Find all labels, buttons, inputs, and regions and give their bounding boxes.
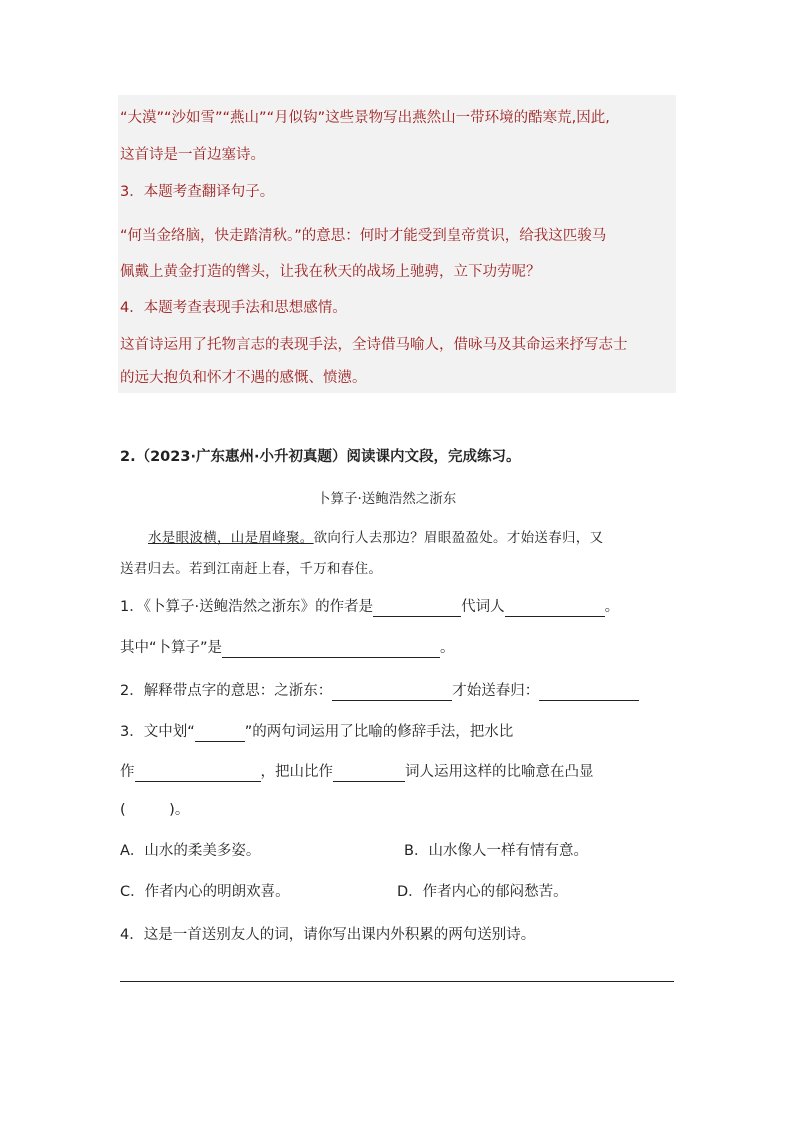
question-2-3-continued bbox=[120, 762, 594, 782]
q1b-end: 。 bbox=[440, 640, 455, 656]
q3b-end: 词人运用这样的比喻意在凸显 bbox=[405, 764, 594, 780]
question-2-1 bbox=[120, 597, 619, 617]
shi-meaning-answer-blank[interactable] bbox=[539, 684, 639, 701]
answer-paragraph-1-line-2: 这首诗是一首边塞诗。 bbox=[120, 147, 265, 163]
question-2-heading: 2.（2023·广东惠州·小升初真题）阅读课内文段，完成练习。 bbox=[120, 449, 521, 465]
q2-mid: 才始送春归： bbox=[452, 683, 540, 699]
answer-item-4-heading: 4．本题考查表现手法和思想感情。 bbox=[120, 300, 347, 316]
option-c[interactable]: C．作者内心的明朗欢喜。 bbox=[120, 884, 290, 900]
q1-prefix: 1．《卜算子·送鲍浩然之浙东》的作者是 bbox=[120, 599, 374, 615]
zhi-meaning-answer-blank[interactable] bbox=[332, 684, 452, 701]
mountain-metaphor-answer-blank[interactable] bbox=[333, 765, 405, 782]
dynasty-answer-blank[interactable] bbox=[373, 600, 461, 617]
underline-marker-blank bbox=[195, 729, 245, 742]
answer-item-4-line-2: 的远大抱负和怀才不遇的感慨、愤懑。 bbox=[120, 370, 367, 386]
q3b-mid: ，把山比作 bbox=[260, 764, 333, 780]
question-2-1-continued bbox=[120, 638, 455, 658]
option-a[interactable]: A．山水的柔美多姿。 bbox=[120, 843, 261, 859]
q3-prefix: 3．文中划“ bbox=[120, 724, 195, 740]
option-d[interactable]: D．作者内心的郁闷愁苦。 bbox=[397, 884, 568, 900]
farewell-poem-answer-line[interactable] bbox=[120, 981, 674, 982]
q3b-prefix: 作 bbox=[120, 764, 135, 780]
poem-line-1-rest: 欲向行人去那边？眉眼盈盈处。才始送春归，又 bbox=[313, 530, 604, 546]
poet-name-answer-blank[interactable] bbox=[505, 600, 605, 617]
answer-paragraph-1-line-1: “大漠”“沙如雪”“燕山”“月似钩”这些景物写出燕然山一带环境的酷寒荒,因此, bbox=[120, 110, 610, 126]
q3-mid: ”的两句词运用了比喻的修辞手法，把水比 bbox=[244, 724, 514, 740]
poem-line-2: 送君归去。若到江南赶上春，千万和春住。 bbox=[120, 561, 383, 577]
q1b-prefix: 其中“卜算子”是 bbox=[120, 640, 223, 656]
q1-mid: 代词人 bbox=[461, 599, 505, 615]
answer-item-3-heading: 3．本题考查翻译句子。 bbox=[120, 184, 275, 200]
question-2-3-choice-paren[interactable]: ( )。 bbox=[120, 802, 190, 818]
answer-item-3-line-2: 佩戴上黄金打造的辔头，让我在秋天的战场上驰骋，立下功劳呢？ bbox=[120, 264, 541, 280]
cipai-answer-blank[interactable] bbox=[222, 641, 440, 658]
q2-prefix: 2．解释带点字的意思：之浙东： bbox=[120, 683, 333, 699]
question-2-4: 4．这是一首送别友人的词，请你写出课内外积累的两句送别诗。 bbox=[120, 927, 536, 943]
water-metaphor-answer-blank[interactable] bbox=[135, 765, 261, 782]
poem-line-1 bbox=[148, 528, 603, 548]
q1-end: 。 bbox=[604, 599, 620, 615]
question-2-3 bbox=[120, 722, 513, 742]
poem-title: 卜算子·送鲍浩然之浙东 bbox=[317, 491, 457, 507]
poem-underlined-phrase: 水是眼波横，山是眉峰聚。 bbox=[148, 530, 314, 546]
answer-item-3-line-1: “何当金络脑，快走踏清秋。”的意思：何时才能受到皇帝赏识，给我这匹骏马 bbox=[120, 228, 607, 244]
option-b[interactable]: B．山水像人一样有情有意。 bbox=[404, 843, 588, 859]
question-2-2 bbox=[120, 681, 639, 701]
answer-item-4-line-1: 这首诗运用了托物言志的表现手法，全诗借马喻人，借咏马及其命运来抒写志士 bbox=[120, 337, 628, 353]
